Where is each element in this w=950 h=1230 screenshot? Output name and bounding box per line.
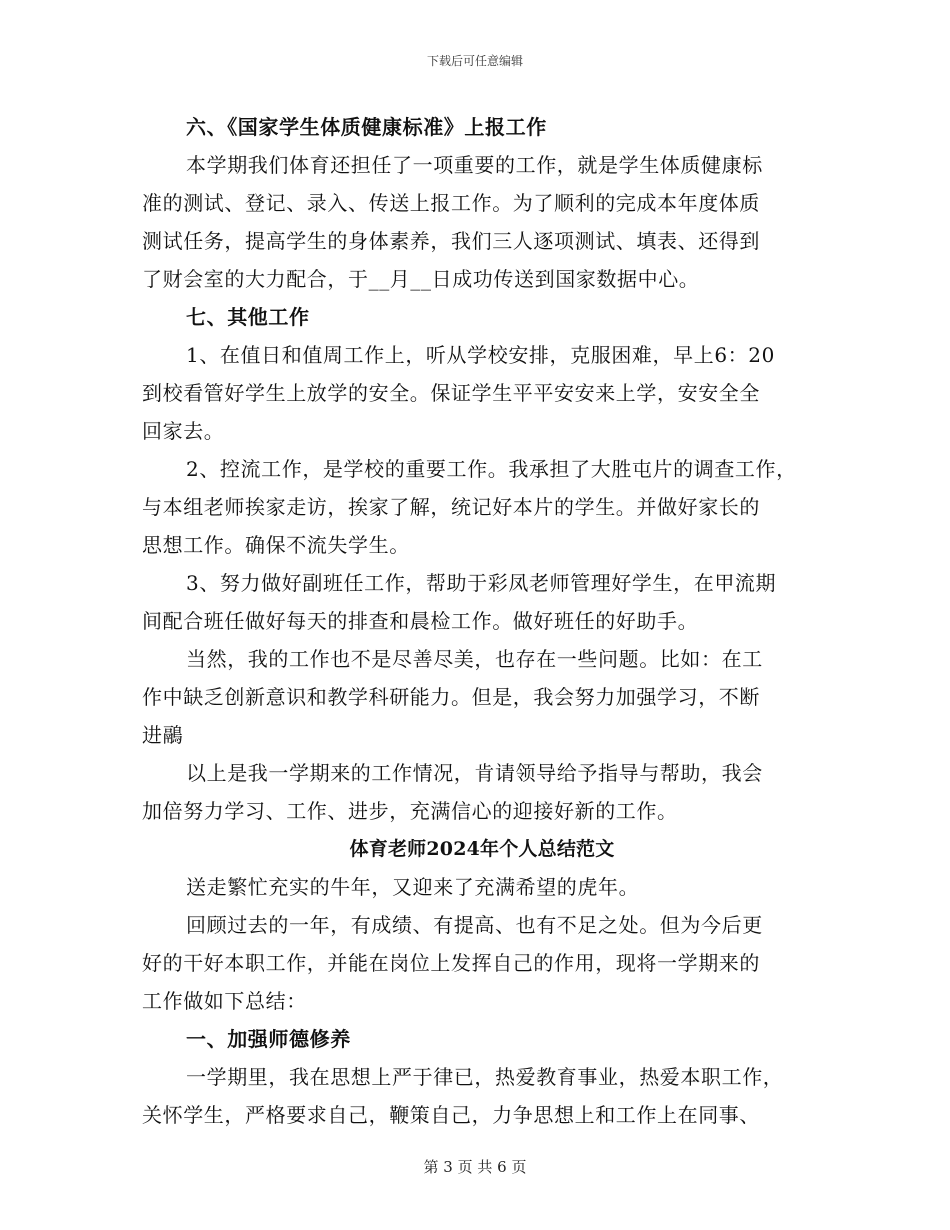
paragraph-line: 思想工作。确保不流失学生。 bbox=[142, 533, 410, 557]
section-heading-seven: 七、其他工作 bbox=[186, 305, 310, 329]
paragraph-line: 准的测试、登记、录入、传送上报工作。为了顺利的完成本年度体质 bbox=[142, 191, 760, 215]
paragraph-line: 回顾过去的一年，有成绩、有提高、也有不足之处。但为今后更 bbox=[186, 913, 763, 937]
paragraph-line: 了财会室的大力配合，于__月__日成功传送到国家数据中心。 bbox=[142, 267, 700, 291]
paragraph-line: 以上是我一学期来的工作情况，肯请领导给予指导与帮助，我会 bbox=[186, 761, 763, 785]
paragraph-line: 与本组老师挨家走访，挨家了解，统记好本片的学生。并做好家长的 bbox=[142, 495, 760, 519]
paragraph-line: 进鷊 bbox=[142, 723, 184, 747]
section-heading-six: 六、《国家学生体质健康标准》上报工作 bbox=[186, 115, 547, 139]
paragraph-line: 当然，我的工作也不是尽善尽美，也存在一些问题。比如：在工 bbox=[186, 647, 763, 671]
paragraph-line: 本学期我们体育还担任了一项重要的工作，就是学生体质健康标 bbox=[186, 153, 763, 177]
paragraph-line: 2、控流工作，是学校的重要工作。我承担了大胜屯片的调查工作， bbox=[186, 457, 797, 481]
paragraph-line: 1、在值日和值周工作上，听从学校安排，克服困难，早上6：20 bbox=[186, 343, 775, 367]
paragraph-line: 3、努力做好副班任工作，帮助于彩凤老师管理好学生，在甲流期 bbox=[186, 571, 777, 595]
document-body bbox=[142, 108, 822, 1134]
paragraph-line: 测试任务，提高学生的身体素养，我们三人逐项测试、填表、还得到 bbox=[142, 229, 760, 253]
paragraph-line: 好的干好本职工作，并能在岗位上发挥自己的作用，现将一学期来的 bbox=[142, 951, 760, 975]
paragraph-line: 回家去。 bbox=[142, 419, 225, 443]
paragraph-line: 工作做如下总结： bbox=[142, 989, 307, 1013]
page-footer: 第 3 页 共 6 页 bbox=[423, 1158, 527, 1176]
paragraph-line: 关怀学生，严格要求自己，鞭策自己，力争思想上和工作上在同事、 bbox=[142, 1103, 760, 1127]
paragraph-line: 送走繁忙充实的牛年，又迎来了充满希望的虎年。 bbox=[186, 875, 640, 899]
paragraph-line: 作中缺乏创新意识和教学科研能力。但是，我会努力加强学习，不断 bbox=[142, 685, 760, 709]
paragraph-line: 间配合班任做好每天的排查和晨检工作。做好班任的好助手。 bbox=[142, 609, 699, 633]
paragraph-line: 到校看管好学生上放学的安全。保证学生平平安安来上学，安安全全 bbox=[142, 381, 760, 405]
paragraph-line: 加倍努力学习、工作、进步，充满信心的迎接好新的工作。 bbox=[142, 799, 678, 823]
document-title: 体育老师2024年个人总结范文 bbox=[349, 838, 615, 860]
header-note: 下载后可任意编辑 bbox=[426, 54, 523, 68]
paragraph-line: 一学期里，我在思想上严于律已，热爱教育事业，热爱本职工作， bbox=[186, 1065, 784, 1089]
section-heading-one: 一、加强师德修养 bbox=[186, 1027, 351, 1051]
